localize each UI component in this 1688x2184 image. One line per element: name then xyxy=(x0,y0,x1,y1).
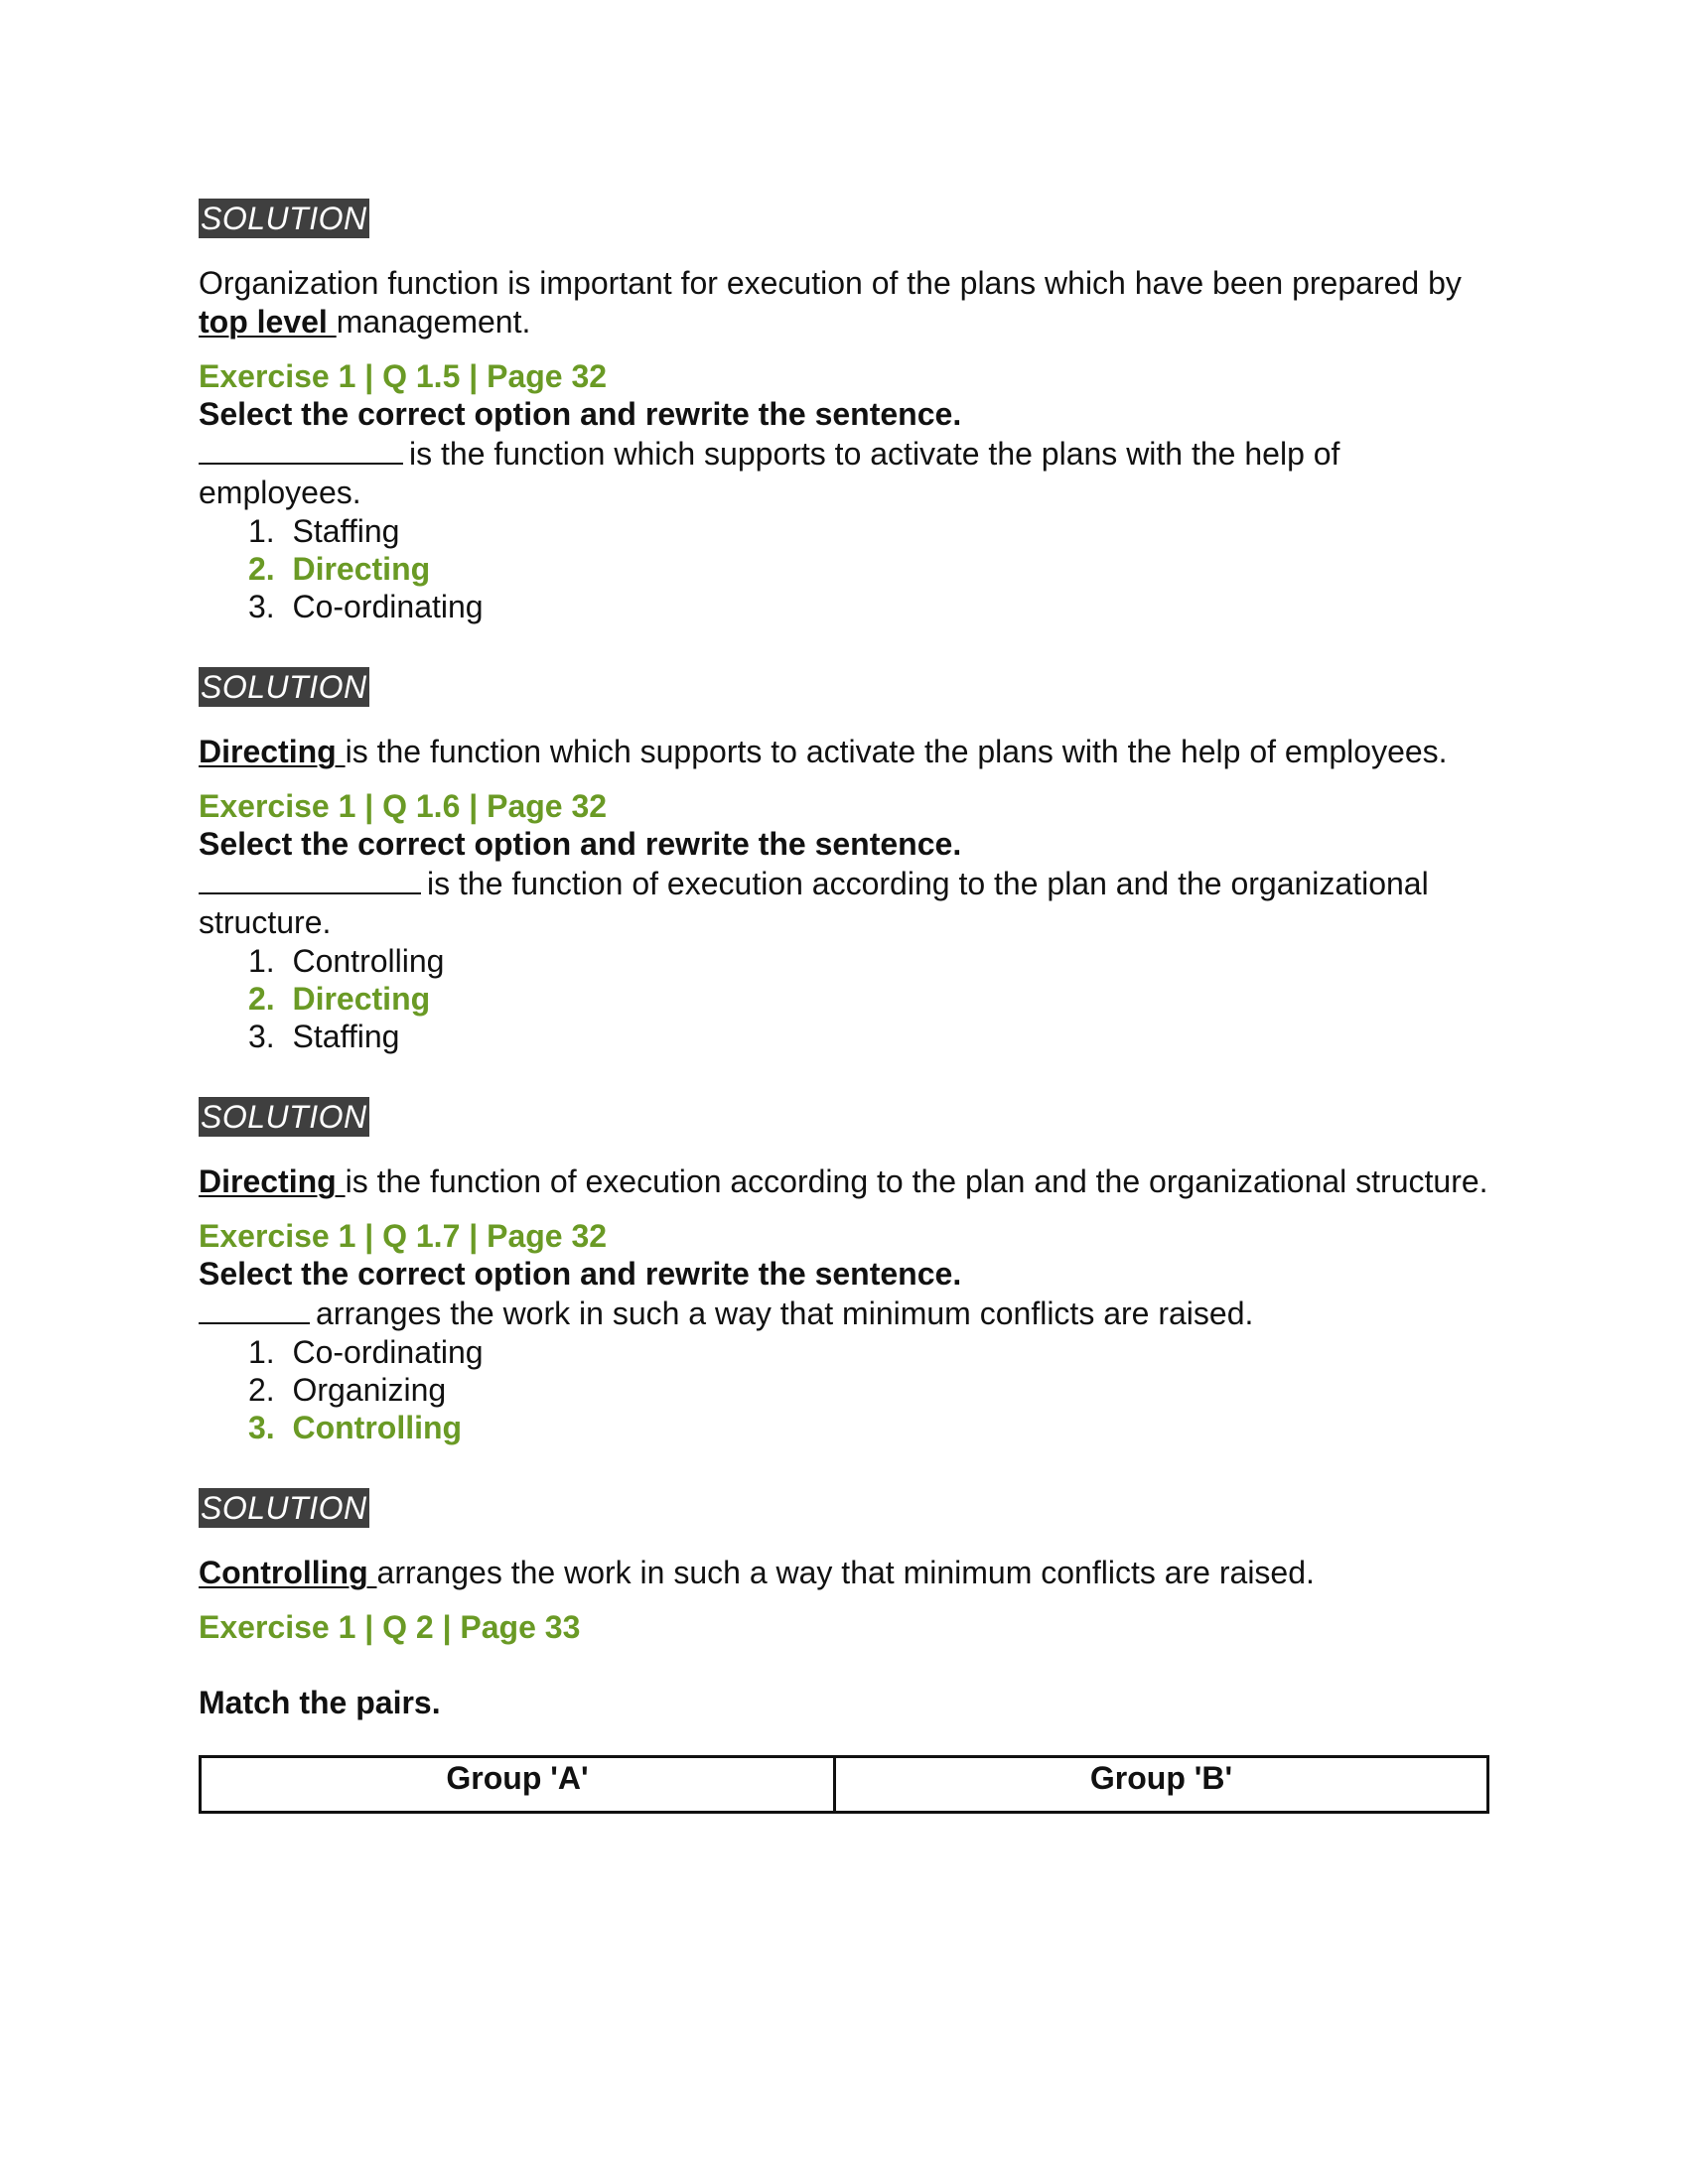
options-list xyxy=(199,942,1489,1055)
option-item: 3. Co-ordinating xyxy=(248,589,484,624)
solution-badge: SOLUTION xyxy=(201,669,367,705)
option-item: 2. Organizing xyxy=(248,1372,447,1408)
answer-blank xyxy=(199,863,421,894)
solution-badge: SOLUTION xyxy=(201,201,367,236)
option-item-correct: 2. Directing xyxy=(248,981,431,1017)
question-text: is the function which supports to activate the plans with the help of employees. xyxy=(199,433,1489,512)
exercise-heading: Exercise 1 | Q 1.7 | Page 32 xyxy=(199,1218,608,1254)
solution-text: Organization function is important for execution of the plans which have been prepared by top level management. xyxy=(199,265,1462,340)
page-content xyxy=(199,199,1489,1814)
solution-badge: SOLUTION xyxy=(201,1099,367,1135)
solution-text: Directing is the function which supports to activate the plans with the help of employees. xyxy=(199,734,1448,769)
option-item-correct: 3. Controlling xyxy=(248,1410,463,1445)
answer-term: top level xyxy=(199,304,337,340)
option-item: 1. Controlling xyxy=(248,943,445,979)
match-table xyxy=(199,1755,1489,1814)
options-list xyxy=(199,512,1489,625)
question-instruction: Select the correct option and rewrite the sentence. xyxy=(199,396,962,432)
option-item: 3. Staffing xyxy=(248,1019,400,1054)
question-text: is the function of execution according to the plan and the organizational structure. xyxy=(199,863,1489,942)
solution-badge: SOLUTION xyxy=(201,1490,367,1526)
exercise-heading: Exercise 1 | Q 2 | Page 33 xyxy=(199,1609,581,1645)
options-list xyxy=(199,1333,1489,1446)
question-instruction: Match the pairs. xyxy=(199,1685,441,1720)
exercise-heading: Exercise 1 | Q 1.5 | Page 32 xyxy=(199,358,608,394)
option-item: 1. Staffing xyxy=(248,513,400,549)
table-header-group-a: Group 'A' xyxy=(201,1757,835,1813)
option-item: 1. Co-ordinating xyxy=(248,1334,484,1370)
table-header-group-b: Group 'B' xyxy=(835,1757,1488,1813)
answer-term: Directing xyxy=(199,734,346,769)
question-text: arranges the work in such a way that minimum conflicts are raised. xyxy=(199,1293,1489,1333)
question-instruction: Select the correct option and rewrite the sentence. xyxy=(199,826,962,862)
table-header-row xyxy=(201,1757,1488,1813)
option-item-correct: 2. Directing xyxy=(248,551,431,587)
answer-blank xyxy=(199,433,403,465)
solution-text: Controlling arranges the work in such a way that minimum conflicts are raised. xyxy=(199,1555,1315,1590)
answer-term: Directing xyxy=(199,1163,346,1199)
exercise-heading: Exercise 1 | Q 1.6 | Page 32 xyxy=(199,788,608,824)
answer-blank xyxy=(199,1293,310,1324)
solution-text: Directing is the function of execution according to the plan and the organizational structure. xyxy=(199,1163,1488,1199)
answer-term: Controlling xyxy=(199,1555,377,1590)
question-instruction: Select the correct option and rewrite the sentence. xyxy=(199,1256,962,1292)
